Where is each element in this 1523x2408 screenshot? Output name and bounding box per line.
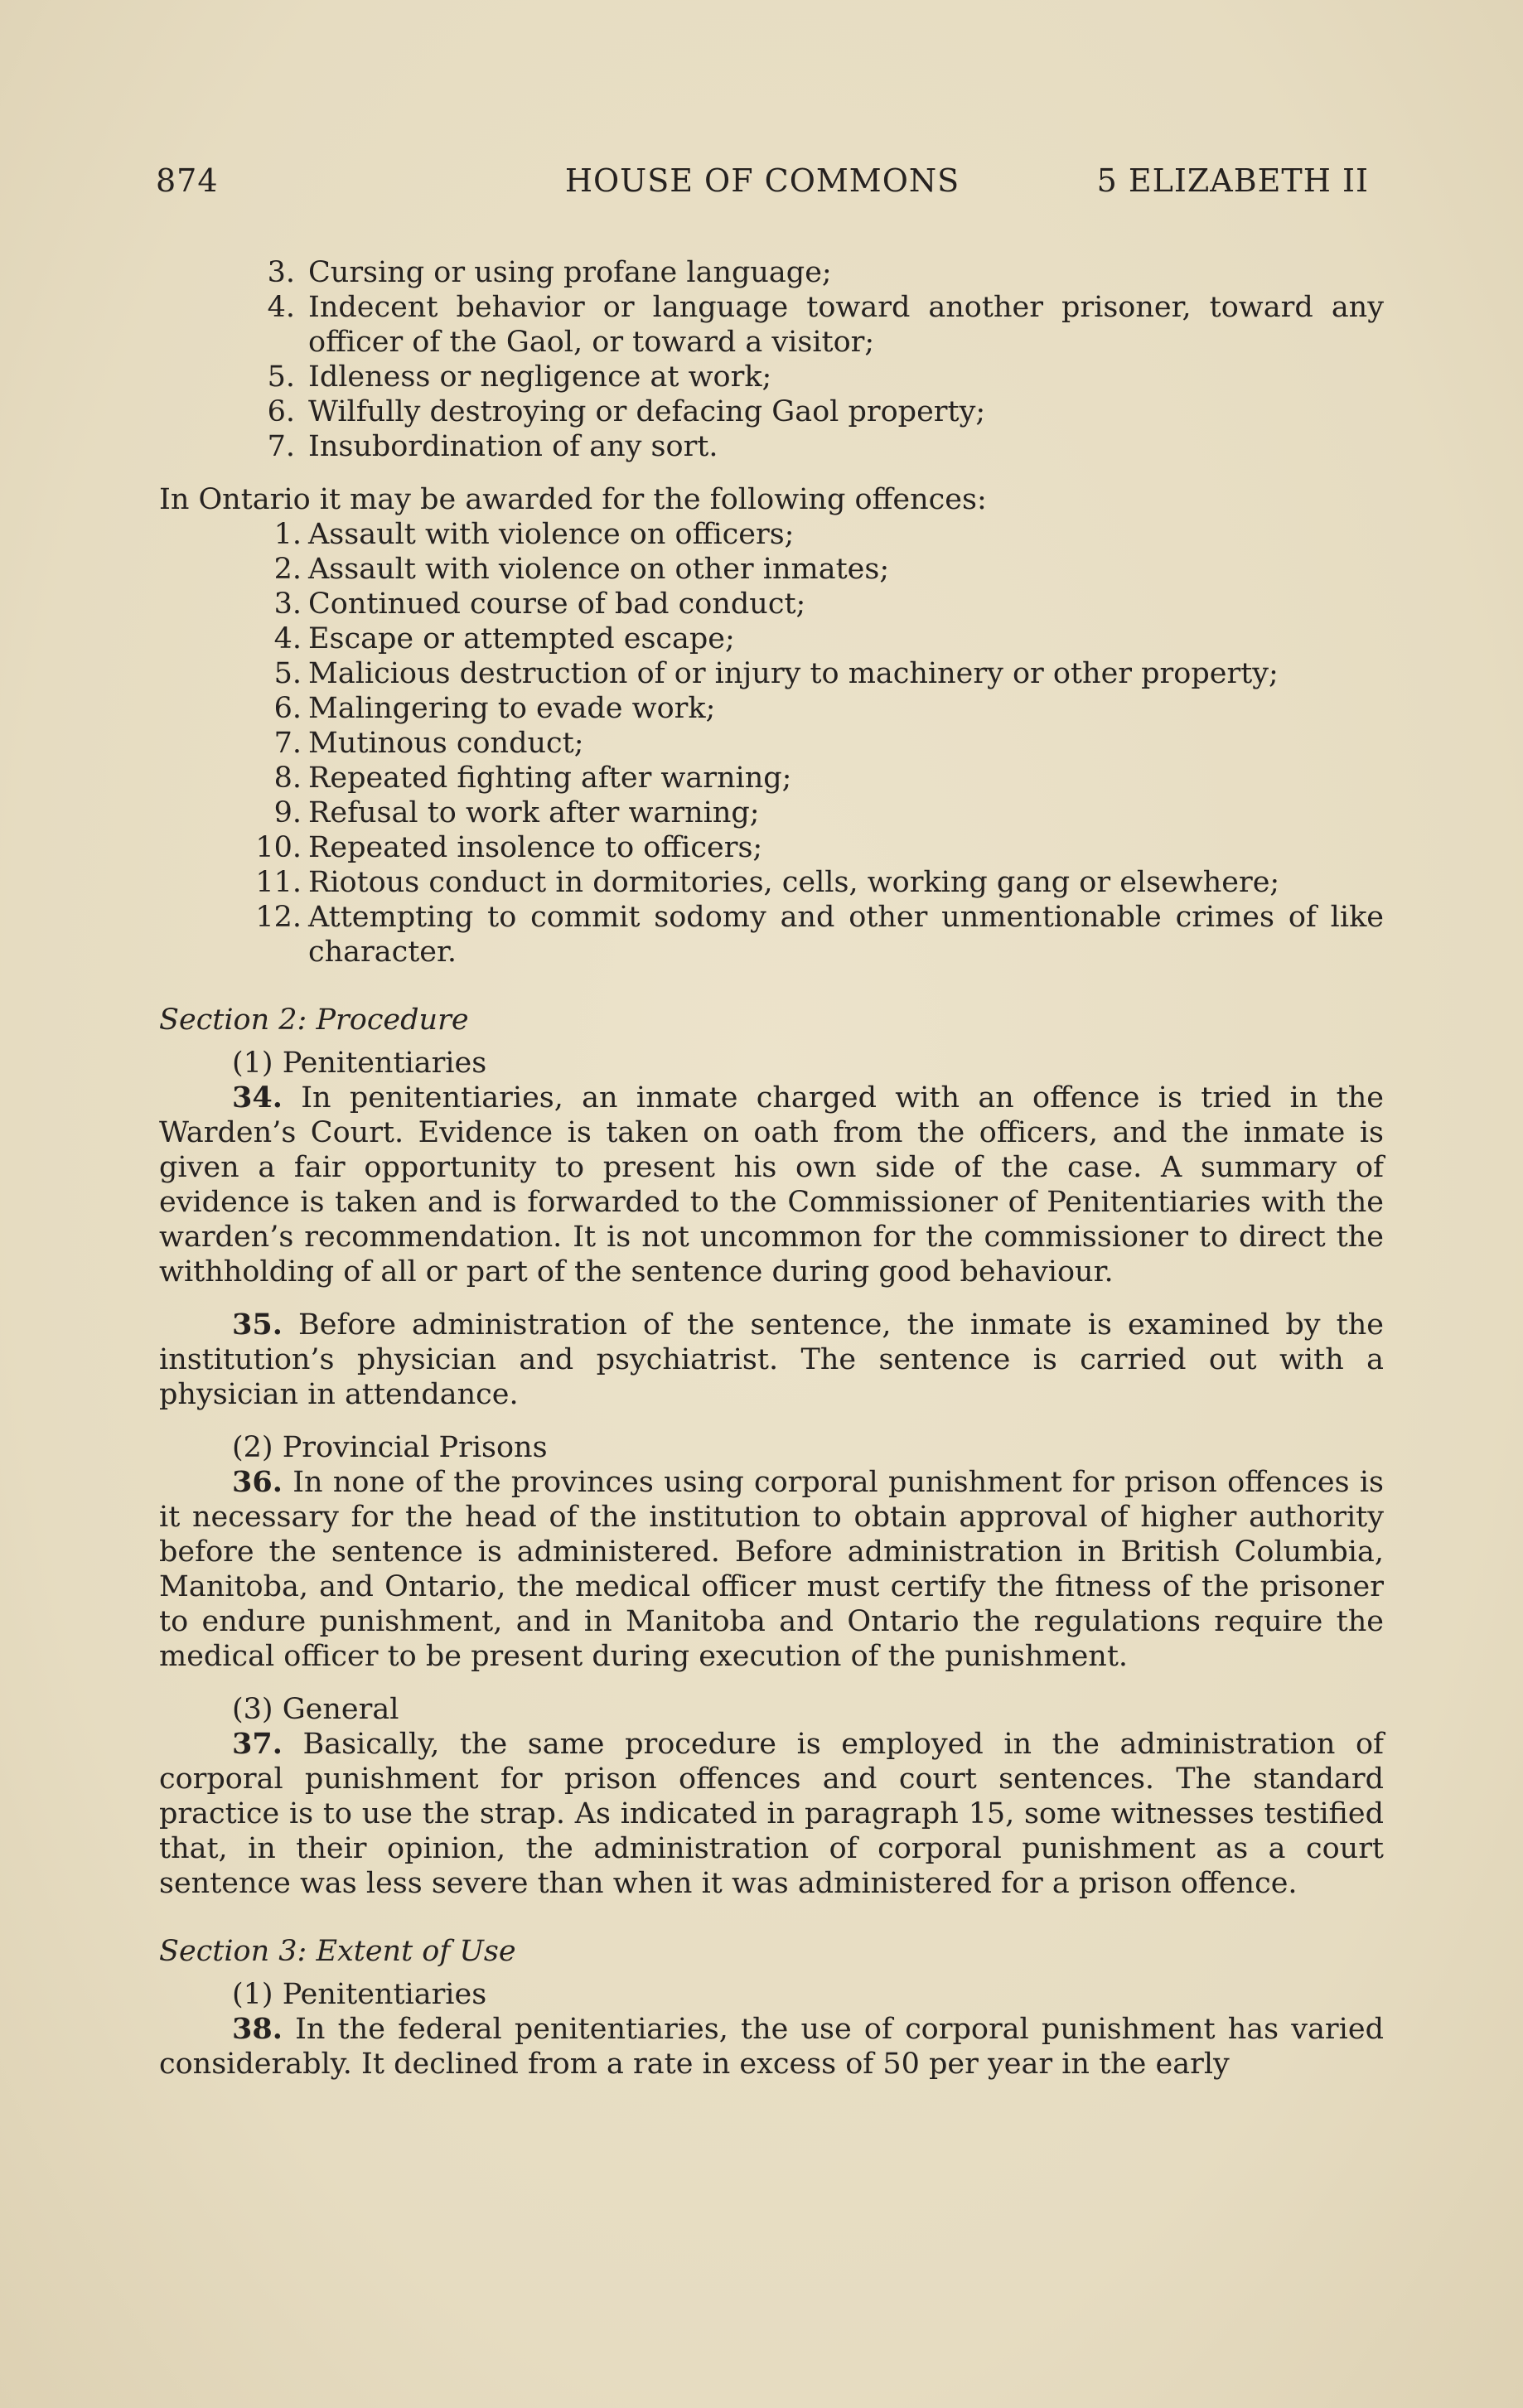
list-item: 12. Attempting to commit sodomy and other unmentionable crimes of like character. [255,901,1384,969]
paragraph-38: 38. In the federal penitentiaries, the use of corporal punishment has varied considerably. It declined from a rate in excess of 50 per year in the early [159,2012,1384,2081]
section-2-sub-1: (1) Penitentiaries [232,1047,487,1080]
page-body [159,255,1384,2082]
list-item: 2. Assault with violence on other inmates; [273,553,890,586]
list-item: 11. Riotous conduct in dormitories, cells, working gang or elsewhere; [255,866,1280,899]
list-item: 6. Malingering to evade work; [273,692,716,725]
section-2-title: Section 2: Procedure [159,1003,469,1037]
list-item: 10. Repeated insolence to officers; [255,831,763,864]
list-item: 7. Insubordination of any sort. [267,430,718,463]
paragraph-35: 35. Before administration of the sentence, the inmate is examined by the institution’s physician and psychiatrist. The sentence is carried out with a physician in attendance. [159,1308,1384,1411]
list-item: 7. Mutinous conduct; [273,727,584,760]
section-3-title: Section 3: Extent of Use [159,1935,516,1968]
list-item: 5. Malicious destruction of or injury to machinery or other property; [273,657,1279,690]
ontario-intro: In Ontario it may be awarded for the following offences: [159,483,987,516]
page-header [156,162,1369,209]
list-item: 9. Refusal to work after warning; [273,796,760,829]
section-2-sub-2: (2) Provincial Prisons [232,1431,548,1464]
list-item: 1. Assault with violence on officers; [273,518,795,551]
section-3-sub-1: (1) Penitentiaries [232,1978,487,2011]
ontario-offences-list [159,517,1384,969]
list-item: 4. Escape or attempted escape; [273,622,735,655]
page-number: 874 [156,162,219,199]
list-item: 6. Wilfully destroying or defacing Gaol property; [267,395,986,428]
list-item: 8. Repeated fighting after warning; [273,762,792,795]
paragraph-34: 34. In penitentiaries, an inmate charged with an offence is tried in the Warden’s Court. Evidence is taken on oath from the officers, and the inmate is given a fair opportunity to present his own side of the case. A summary of evidence is taken and is forwarded to the Commissioner of Penitentiaries with the warden’s recommendation. It is not uncommon for the commissioner to direct the withholding of all or part of the sentence during good behaviour. [159,1081,1384,1289]
running-title: HOUSE OF COMMONS [564,162,960,199]
list-item: 3. Continued course of bad conduct; [273,587,806,621]
list-item: 4. Indecent behavior or language toward another prisoner, toward any officer of the Gaol, or toward a visitor; [267,291,1384,359]
paragraph-37: 37. Basically, the same procedure is employed in the administration of corporal punishment for prison offences and court sentences. The standard practice is to use the strap. As indicated in paragraph 15, some witnesses testified that, in their opinion, the administration of corporal punishment as a court sentence was less severe than when it was administered for a prison offence. [159,1727,1384,1900]
list-item: 5. Idleness or negligence at work; [267,360,772,394]
paragraph-36: 36. In none of the provinces using corporal punishment for prison offences is it necessary for the head of the institution to obtain approval of higher authority before the sentence is administered. Before administration in British Columbia, Manitoba, and Ontario, the medical officer must certify the fitness of the prisoner to endure punishment, and in Manitoba and Ontario the regulations require the medical officer to be present during execution of the punishment. [159,1465,1384,1673]
section-2-sub-3: (3) General [232,1693,399,1726]
session-label: 5 ELIZABETH II [1096,162,1369,199]
list-item: 3. Cursing or using profane language; [267,256,832,289]
gaol-offences-list [159,255,1384,464]
